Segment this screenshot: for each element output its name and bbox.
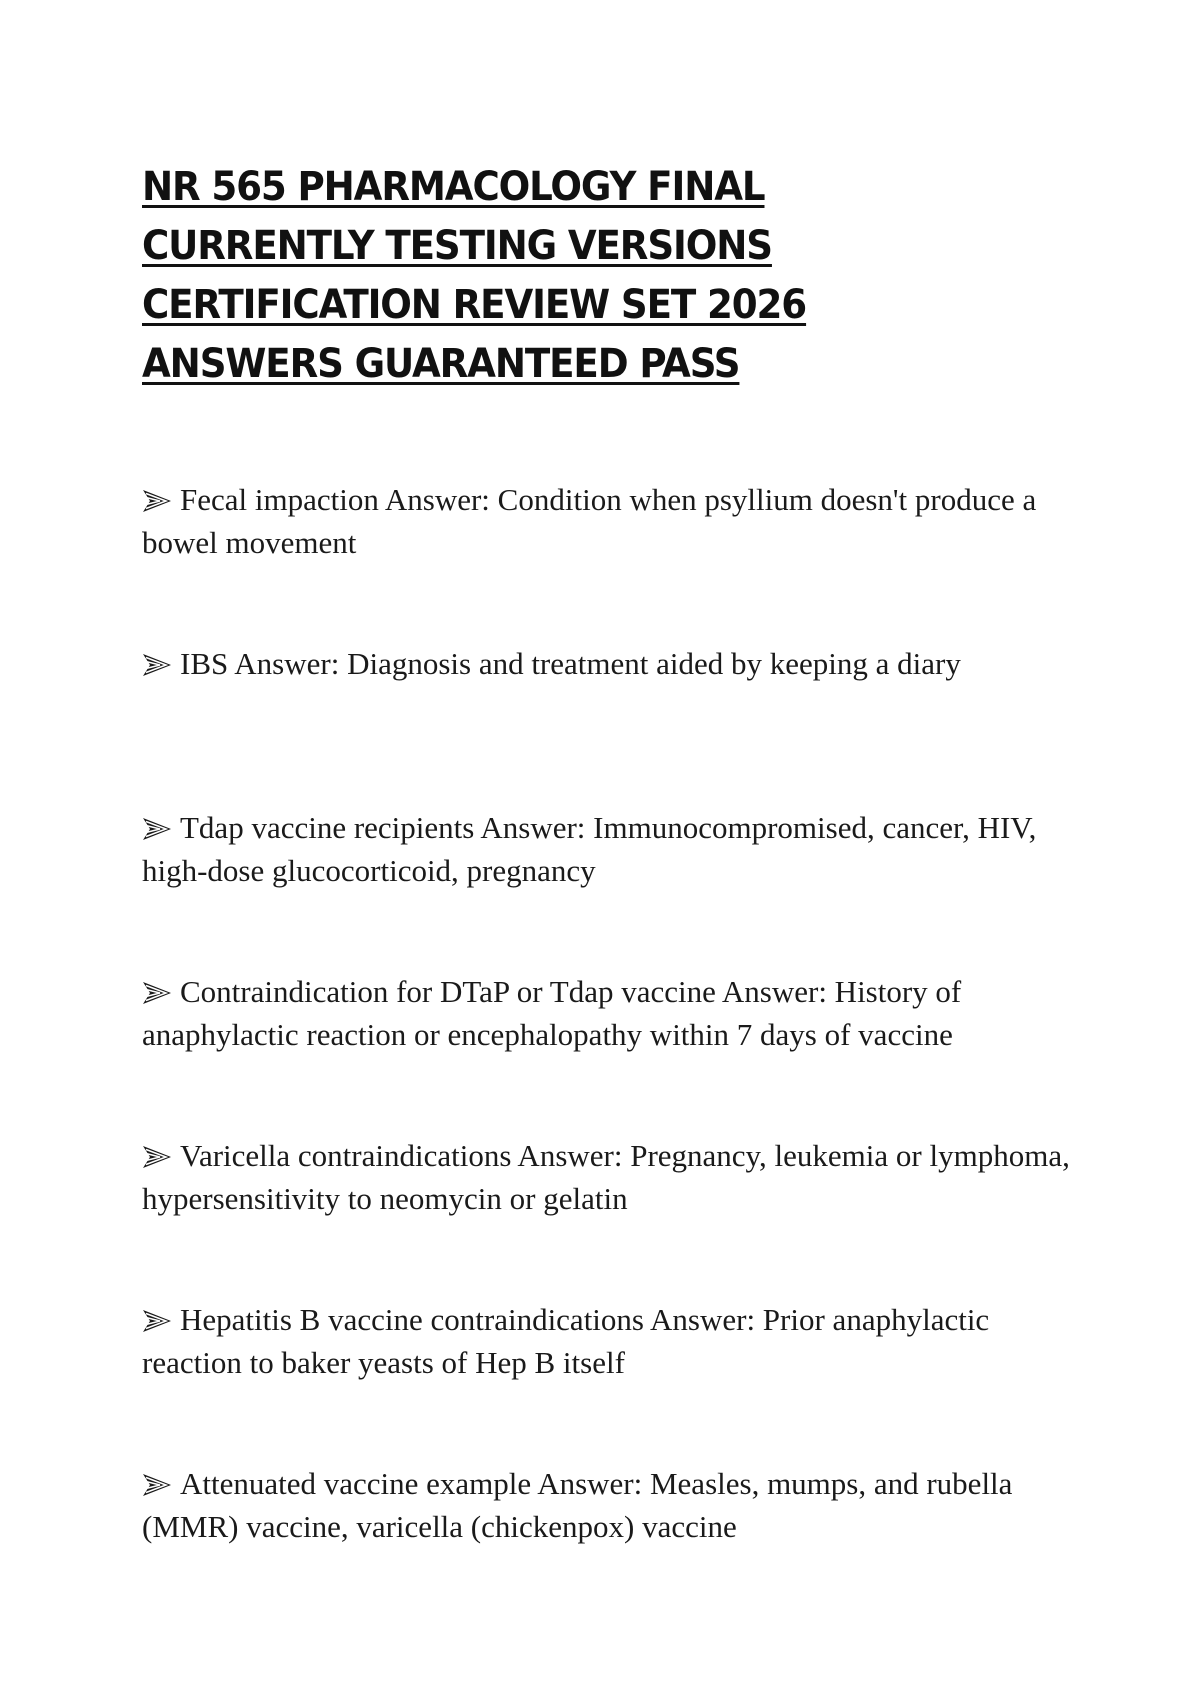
qa-text-wrapper — [142, 1462, 1082, 1548]
qa-text: Attenuated vaccine example Answer: Measles, mumps, and rubella (MMR) vaccine, varicella (chickenpox) vaccine — [142, 1466, 1013, 1544]
qa-text: Tdap vaccine recipients Answer: Immunocompromised, cancer, HIV, high-dose glucocorticoid, pregnancy — [142, 810, 1037, 888]
qa-text: Fecal impaction Answer: Condition when psyllium doesn't produce a bowel movement — [142, 482, 1037, 560]
qa-text-wrapper — [142, 1298, 1082, 1384]
qa-item — [142, 806, 1082, 970]
title-line-text: CURRENTLY TESTING VERSIONS — [142, 223, 772, 269]
triple-arrow-icon — [142, 981, 172, 1005]
triple-arrow-icon — [142, 1145, 172, 1169]
qa-text-wrapper — [142, 1134, 1082, 1220]
qa-item — [142, 1462, 1082, 1626]
triple-arrow-icon — [142, 817, 172, 841]
qa-item — [142, 1298, 1082, 1462]
qa-text-wrapper — [142, 806, 1082, 892]
triple-arrow-icon — [142, 653, 172, 677]
title-line — [142, 276, 849, 335]
title-line-text: ANSWERS GUARANTEED PASS — [142, 341, 740, 387]
qa-text: Varicella contraindications Answer: Pregnancy, leukemia or lymphoma, hypersensitivity to neomycin or gelatin — [142, 1138, 1070, 1216]
qa-item — [142, 1134, 1082, 1298]
triple-arrow-icon — [142, 489, 172, 513]
qa-item — [142, 642, 1082, 806]
document-title — [142, 158, 849, 394]
title-line-text: CERTIFICATION REVIEW SET 2026 — [142, 282, 807, 328]
triple-arrow-icon — [142, 1473, 172, 1497]
qa-list — [142, 478, 1082, 1626]
qa-item — [142, 478, 1082, 642]
title-line — [142, 217, 849, 276]
qa-item — [142, 970, 1082, 1134]
title-line — [142, 158, 849, 217]
title-line-text: NR 565 PHARMACOLOGY FINAL — [142, 164, 765, 210]
triple-arrow-icon — [142, 1309, 172, 1333]
qa-text-wrapper — [142, 642, 1082, 685]
qa-text: Hepatitis B vaccine contraindications Answer: Prior anaphylactic reaction to baker yeasts of Hep B itself — [142, 1302, 990, 1380]
qa-text-wrapper — [142, 478, 1082, 564]
title-line — [142, 335, 849, 394]
qa-text: Contraindication for DTaP or Tdap vaccine Answer: History of anaphylactic reaction or encephalopathy within 7 days of vaccine — [142, 974, 962, 1052]
qa-text: IBS Answer: Diagnosis and treatment aided by keeping a diary — [180, 646, 961, 681]
qa-text-wrapper — [142, 970, 1082, 1056]
